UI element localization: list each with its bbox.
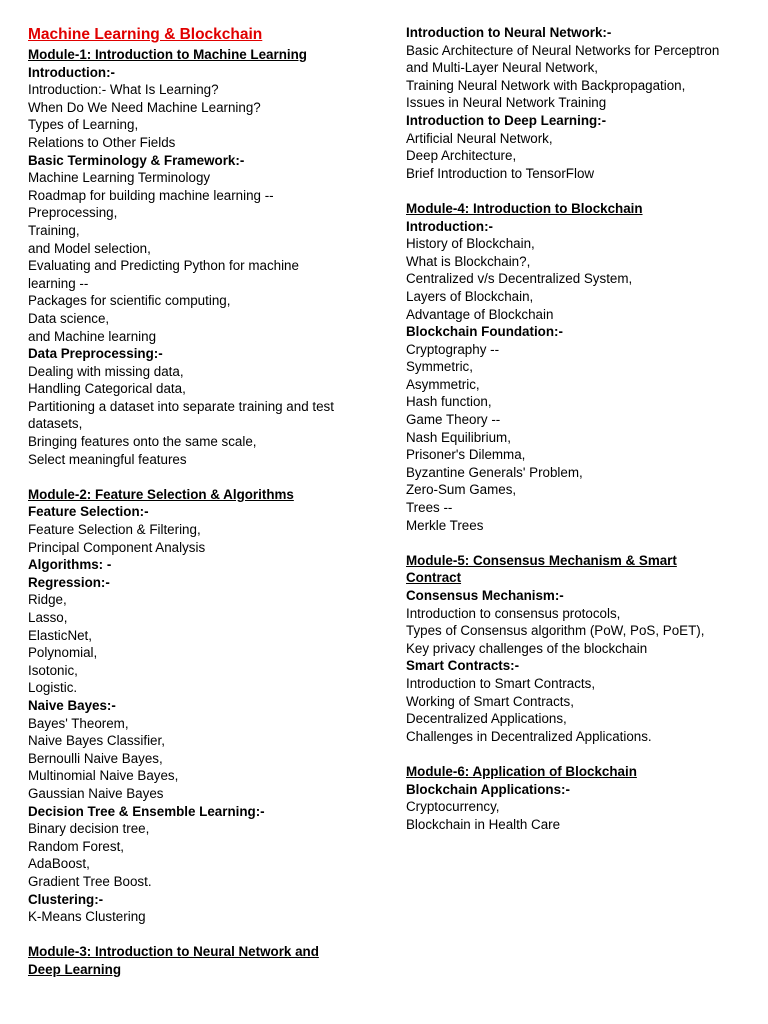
list-item: Introduction to Smart Contracts, [406, 675, 596, 691]
list-item: Cryptocurrency, [406, 799, 500, 815]
list-item: Roadmap for building machine learning -- [28, 187, 274, 203]
list-item: Evaluating and Predicting Python for machine [28, 258, 299, 274]
section-heading: Blockchain Foundation:- [406, 324, 563, 340]
section-heading: Feature Selection:- [28, 504, 149, 520]
list-item: Packages for scientific computing, [28, 293, 231, 309]
section-spacer [406, 182, 756, 200]
section-heading: Regression:- [28, 574, 110, 590]
list-item: Multinomial Naive Bayes, [28, 768, 179, 784]
list-item: Bringing features onto the same scale, [28, 434, 257, 450]
list-item: Handling Categorical data, [28, 381, 186, 397]
section-spacer [406, 534, 756, 552]
list-item: Partitioning a dataset into separate training and test [28, 398, 334, 414]
section-heading: Introduction:- [28, 64, 116, 80]
list-item: Isotonic, [28, 662, 78, 678]
section-heading: Introduction to Neural Network:- [406, 25, 612, 40]
list-item: Hash function, [406, 394, 492, 410]
list-item: Brief Introduction to TensorFlow [406, 165, 595, 181]
document-title: Machine Learning & Blockchain [28, 26, 263, 43]
list-item: Artificial Neural Network, [406, 130, 553, 146]
list-item: Binary decision tree, [28, 821, 150, 837]
section-spacer [28, 926, 373, 944]
list-item: Centralized v/s Decentralized System, [406, 271, 633, 287]
module-heading: Module-5: Consensus Mechanism & Smart [406, 552, 677, 568]
list-item: History of Blockchain, [406, 236, 535, 252]
list-item: Types of Learning, [28, 117, 139, 133]
module-heading: Contract [406, 570, 462, 586]
list-item: Issues in Neural Network Training [406, 95, 607, 111]
left-column [28, 24, 373, 978]
list-item: Training Neural Network with Backpropagation, [406, 77, 686, 93]
list-item: Bayes' Theorem, [28, 715, 129, 731]
list-item: Nash Equilibrium, [406, 429, 511, 445]
list-item: Prisoner's Dilemma, [406, 447, 526, 463]
list-item: Gradient Tree Boost. [28, 873, 152, 889]
section-heading: Introduction:- [406, 218, 494, 234]
list-item: Data science, [28, 310, 110, 326]
list-item: datasets, [28, 416, 83, 432]
list-item: Zero-Sum Games, [406, 482, 517, 498]
list-item: Select meaningful features [28, 451, 187, 467]
list-item: Introduction to consensus protocols, [406, 605, 621, 621]
list-item: K-Means Clustering [28, 909, 146, 925]
section-heading: Clustering:- [28, 891, 104, 907]
list-item: learning -- [28, 275, 89, 291]
section-heading: Decision Tree & Ensemble Learning:- [28, 803, 265, 819]
list-item: Deep Architecture, [406, 148, 517, 164]
list-item: AdaBoost, [28, 856, 90, 872]
module-heading: Deep Learning [28, 961, 122, 977]
section-heading: Smart Contracts:- [406, 658, 520, 674]
list-item: Polynomial, [28, 645, 98, 661]
list-item: Introduction:- What Is Learning? [28, 82, 219, 98]
module-heading: Module-2: Feature Selection & Algorithms [28, 486, 294, 502]
list-item: Principal Component Analysis [28, 539, 206, 555]
list-item: Feature Selection & Filtering, [28, 522, 201, 538]
module-heading: Module-3: Introduction to Neural Network and [28, 944, 319, 960]
section-heading: Naive Bayes:- [28, 697, 116, 713]
module-heading: Module-1: Introduction to Machine Learning [28, 47, 307, 62]
list-item: Logistic. [28, 680, 78, 696]
list-item: Lasso, [28, 610, 68, 625]
list-item: and Multi-Layer Neural Network, [406, 60, 599, 76]
list-item: Naive Bayes Classifier, [28, 733, 165, 749]
section-spacer [406, 745, 756, 763]
right-column [406, 24, 756, 833]
section-heading: Consensus Mechanism:- [406, 588, 564, 603]
section-spacer [28, 468, 373, 486]
list-item: Trees -- [406, 500, 453, 516]
list-item: Symmetric, [406, 359, 473, 375]
list-item: and Machine learning [28, 328, 157, 344]
section-heading: Basic Terminology & Framework:- [28, 152, 245, 168]
list-item: Blockchain in Health Care [406, 816, 561, 832]
list-item: Preprocessing, [28, 205, 118, 221]
list-item: Dealing with missing data, [28, 363, 184, 379]
list-item: Game Theory -- [406, 412, 501, 428]
section-heading: Algorithms: - [28, 557, 112, 573]
section-heading: Blockchain Applications:- [406, 781, 570, 797]
list-item: What is Blockchain?, [406, 253, 531, 269]
list-item: Cryptography -- [406, 341, 500, 357]
list-item: Bernoulli Naive Bayes, [28, 750, 163, 766]
list-item: Machine Learning Terminology [28, 170, 211, 186]
list-item: Asymmetric, [406, 376, 480, 392]
list-item: Relations to Other Fields [28, 134, 176, 150]
list-item: Advantage of Blockchain [406, 306, 554, 322]
list-item: Ridge, [28, 592, 67, 608]
module-heading: Module-6: Application of Blockchain [406, 763, 637, 779]
list-item: Merkle Trees [406, 517, 484, 533]
list-item: Layers of Blockchain, [406, 288, 534, 304]
list-item: ElasticNet, [28, 627, 92, 643]
list-item: Key privacy challenges of the blockchain [406, 640, 648, 656]
list-item: Training, [28, 222, 80, 238]
list-item: Working of Smart Contracts, [406, 693, 574, 709]
section-heading: Introduction to Deep Learning:- [406, 112, 607, 128]
list-item: Byzantine Generals' Problem, [406, 464, 583, 480]
list-item: When Do We Need Machine Learning? [28, 99, 261, 115]
list-item: Gaussian Naive Bayes [28, 785, 164, 801]
list-item: Types of Consensus algorithm (PoW, PoS, PoET), [406, 623, 705, 639]
list-item: Challenges in Decentralized Applications. [406, 728, 652, 744]
list-item: Decentralized Applications, [406, 711, 567, 727]
module-heading: Module-4: Introduction to Blockchain [406, 200, 643, 216]
section-heading: Data Preprocessing:- [28, 346, 163, 362]
list-item: and Model selection, [28, 240, 151, 256]
list-item: Random Forest, [28, 838, 125, 854]
list-item: Basic Architecture of Neural Networks for Perceptron [406, 42, 720, 58]
